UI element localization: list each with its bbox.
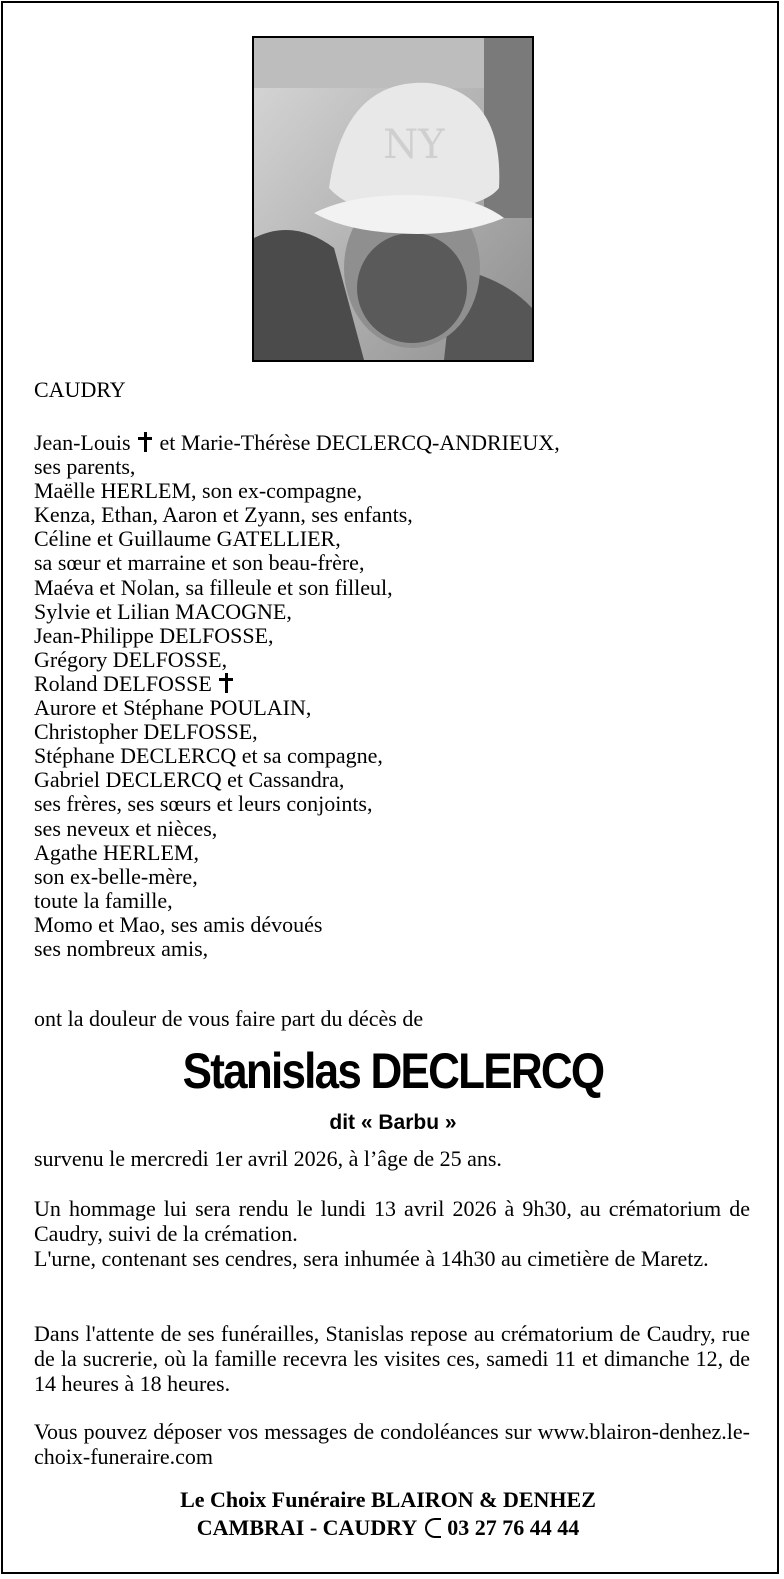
- funeral-home-contact: CAMBRAI - CAUDRY 03 27 76 44 44: [196, 1515, 580, 1540]
- announcement-text: ont la douleur de vous faire part du décès de: [34, 1006, 424, 1031]
- svg-text:NY: NY: [383, 122, 445, 168]
- urn-info: L'urne, contenant ses cendres, sera inhumée à 14h30 au cimetière de Maretz.: [34, 1246, 709, 1271]
- ceremony-info: Un hommage lui sera rendu le lundi 13 avril 2026 à 9h30, au crématorium de Caudry, suivi de la crémation.: [34, 1196, 750, 1246]
- family-line: Grégory DELFOSSE,: [34, 646, 228, 672]
- family-line: toute la famille,: [34, 887, 173, 913]
- family-list: [34, 431, 734, 961]
- family-line: Agathe HERLEM,: [34, 839, 199, 865]
- portrait-illustration: [254, 38, 532, 360]
- family-line: Christopher DELFOSSE,: [34, 719, 258, 745]
- family-line: Jean-Philippe DELFOSSE,: [34, 622, 274, 648]
- family-line: Kenza, Ethan, Aaron et Zyann, ses enfants,: [34, 502, 413, 528]
- visiting-info: Dans l'attente de ses funérailles, Stanislas repose au crématorium de Caudry, rue de la sucrerie, où la famille recevra les visites ces, samedi 11 et dimanche 12, de 14 heures à 18 heures.: [34, 1321, 750, 1396]
- family-line: ses parents,: [34, 454, 136, 480]
- family-line: son ex-belle-mère,: [34, 863, 198, 889]
- family-line: Stéphane DECLERCQ et sa compagne,: [34, 743, 383, 769]
- family-line: Roland DELFOSSE: [34, 672, 734, 696]
- family-line: Momo et Mao, ses amis dévoués: [34, 911, 323, 937]
- family-line: Aurore et Stéphane POULAIN,: [34, 695, 312, 721]
- family-line: Maëlle HERLEM, son ex-compagne,: [34, 478, 363, 504]
- family-line: sa sœur et marraine et son beau-frère,: [34, 550, 365, 576]
- family-line: ses nombreux amis,: [34, 935, 209, 961]
- obituary-frame: [1, 1, 779, 1574]
- family-line: ses frères, ses sœurs et leurs conjoints,: [34, 791, 373, 817]
- phone-number[interactable]: 03 27 76 44 44: [447, 1515, 580, 1540]
- funeral-home-name: Le Choix Funéraire BLAIRON & DENHEZ: [180, 1487, 596, 1512]
- condolences-info: Vous pouvez déposer vos messages de condoléances sur www.blairon-denhez.le-choix-funeraire.com: [34, 1419, 750, 1469]
- family-line: Sylvie et Lilian MACOGNE,: [34, 598, 292, 624]
- family-line: Maéva et Nolan, sa filleule et son filleul,: [34, 574, 393, 600]
- cross-icon: [138, 432, 152, 452]
- nickname: dit « Barbu »: [329, 1111, 457, 1134]
- town-heading: CAUDRY: [34, 377, 126, 402]
- portrait-photo: [252, 36, 534, 362]
- death-info: survenu le mercredi 1er avril 2026, à l’âge de 25 ans.: [34, 1146, 502, 1171]
- phone-icon: [425, 1518, 441, 1538]
- family-line: Gabriel DECLERCQ et Cassandra,: [34, 767, 345, 793]
- family-line: Jean-Louis et Marie-Thérèse DECLERCQ-ANDRIEUX,: [34, 430, 560, 455]
- cross-icon: [219, 673, 233, 693]
- deceased-name: Stanislas DECLERCQ: [182, 1043, 604, 1099]
- family-line: Céline et Guillaume GATELLIER,: [34, 526, 341, 552]
- family-line: ses neveux et nièces,: [34, 815, 218, 841]
